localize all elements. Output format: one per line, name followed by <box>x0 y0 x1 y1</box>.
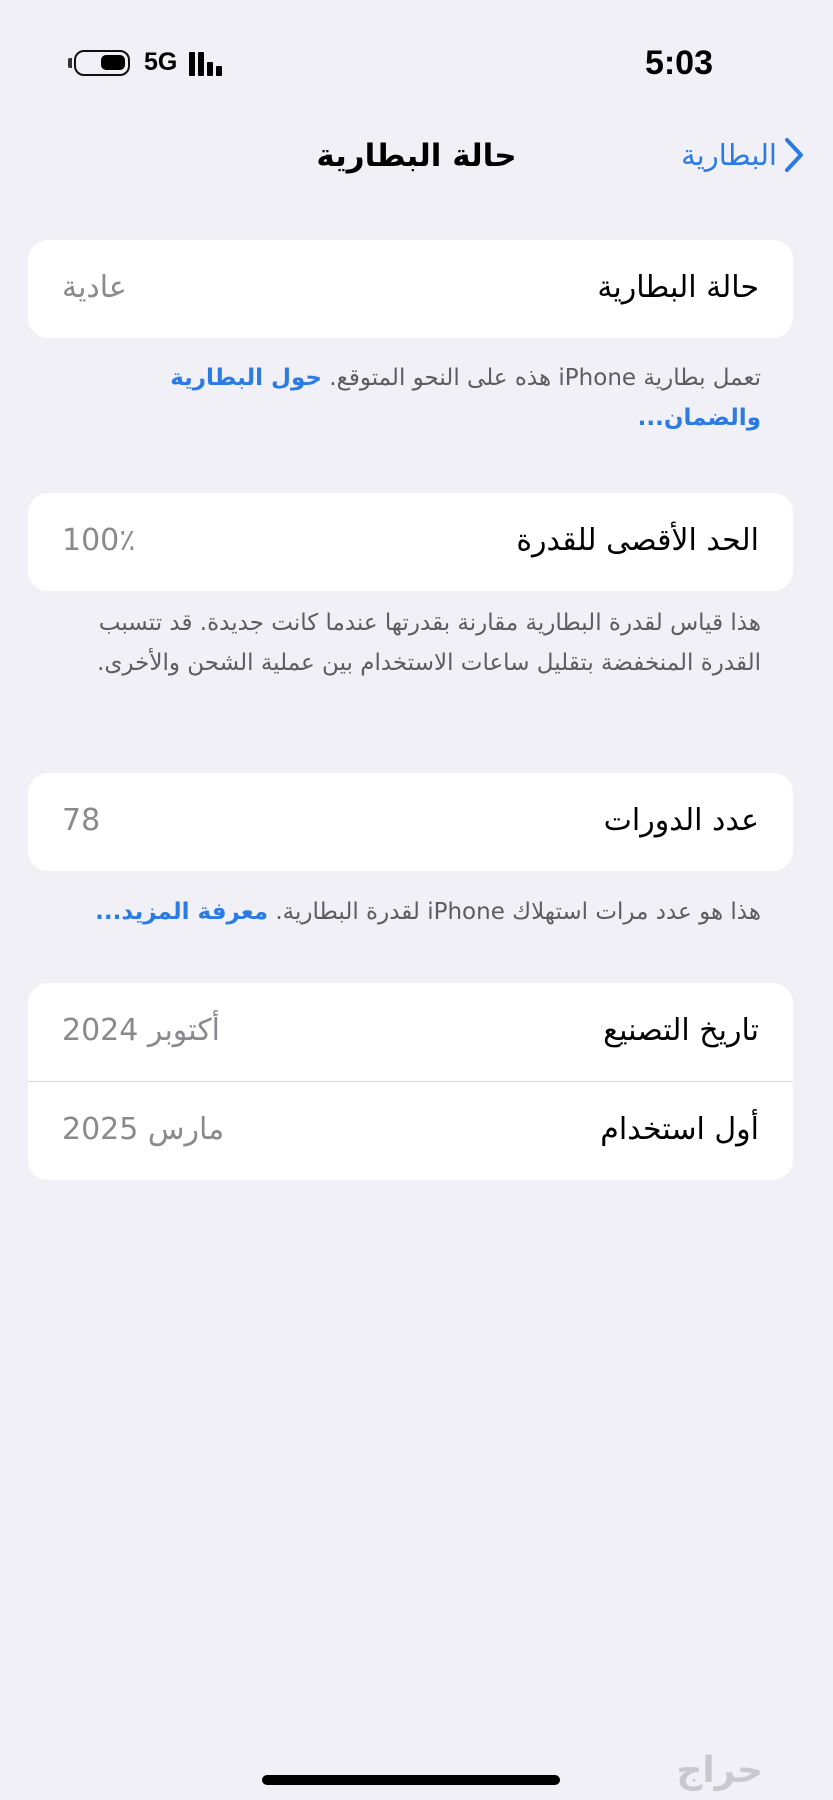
battery-tip <box>68 58 72 68</box>
first-use-label: أول استخدام <box>600 1112 759 1147</box>
haraj-watermark: حراج <box>676 1750 763 1791</box>
cycle-count-card <box>28 773 793 871</box>
manufacture-date-label: تاريخ التصنيع <box>603 1013 759 1048</box>
battery-icon <box>74 50 130 76</box>
chevron-right-icon <box>783 136 805 174</box>
signal-icon <box>189 50 225 76</box>
battery-condition-note <box>60 358 761 438</box>
battery-condition-value: عادية <box>62 270 127 305</box>
max-capacity-note-text: هذا قياس لقدرة البطارية مقارنة بقدرتها عندما كانت جديدة. قد تتسبب القدرة المنخفضة بتقليل ساعات الاستخدام بين عملية الشحن والأخرى. <box>97 610 761 676</box>
cycle-count-value: 78 <box>62 803 101 838</box>
max-capacity-label: الحد الأقصى للقدرة <box>516 523 759 558</box>
max-capacity-value: 100٪ <box>62 523 136 558</box>
battery-condition-row <box>28 240 793 338</box>
battery-warranty-link[interactable]: حول البطارية والضمان... <box>170 365 761 431</box>
cycle-count-note-text: هذا هو عدد مرات استهلاك iPhone لقدرة البطارية. <box>275 899 761 925</box>
status-indicators <box>68 48 225 77</box>
learn-more-link[interactable]: معرفة المزيد... <box>95 899 269 925</box>
cycle-count-label: عدد الدورات <box>603 803 759 838</box>
battery-condition-label: حالة البطارية <box>597 270 759 305</box>
page-title: حالة البطارية <box>316 138 517 174</box>
battery-condition-note-text: تعمل بطارية iPhone هذه على النحو المتوقع. <box>329 365 761 391</box>
status-bar <box>0 0 833 120</box>
home-indicator[interactable] <box>262 1775 560 1785</box>
max-capacity-card <box>28 493 793 591</box>
battery-condition-card <box>28 240 793 338</box>
max-capacity-row <box>28 493 793 591</box>
navigation-bar <box>0 130 833 190</box>
manufacture-date-row <box>28 983 793 1081</box>
back-button[interactable] <box>681 136 805 174</box>
manufacture-date-value: أكتوبر 2024 <box>62 1013 220 1048</box>
dates-card <box>28 983 793 1180</box>
network-type: 5G <box>144 48 178 76</box>
first-use-row <box>28 1082 793 1180</box>
first-use-value: مارس 2025 <box>62 1112 225 1147</box>
cycle-count-row <box>28 773 793 871</box>
max-capacity-note <box>60 603 761 683</box>
cycle-count-note <box>60 892 761 932</box>
back-label: البطارية <box>681 138 777 172</box>
clock: 5:03 <box>644 44 713 82</box>
